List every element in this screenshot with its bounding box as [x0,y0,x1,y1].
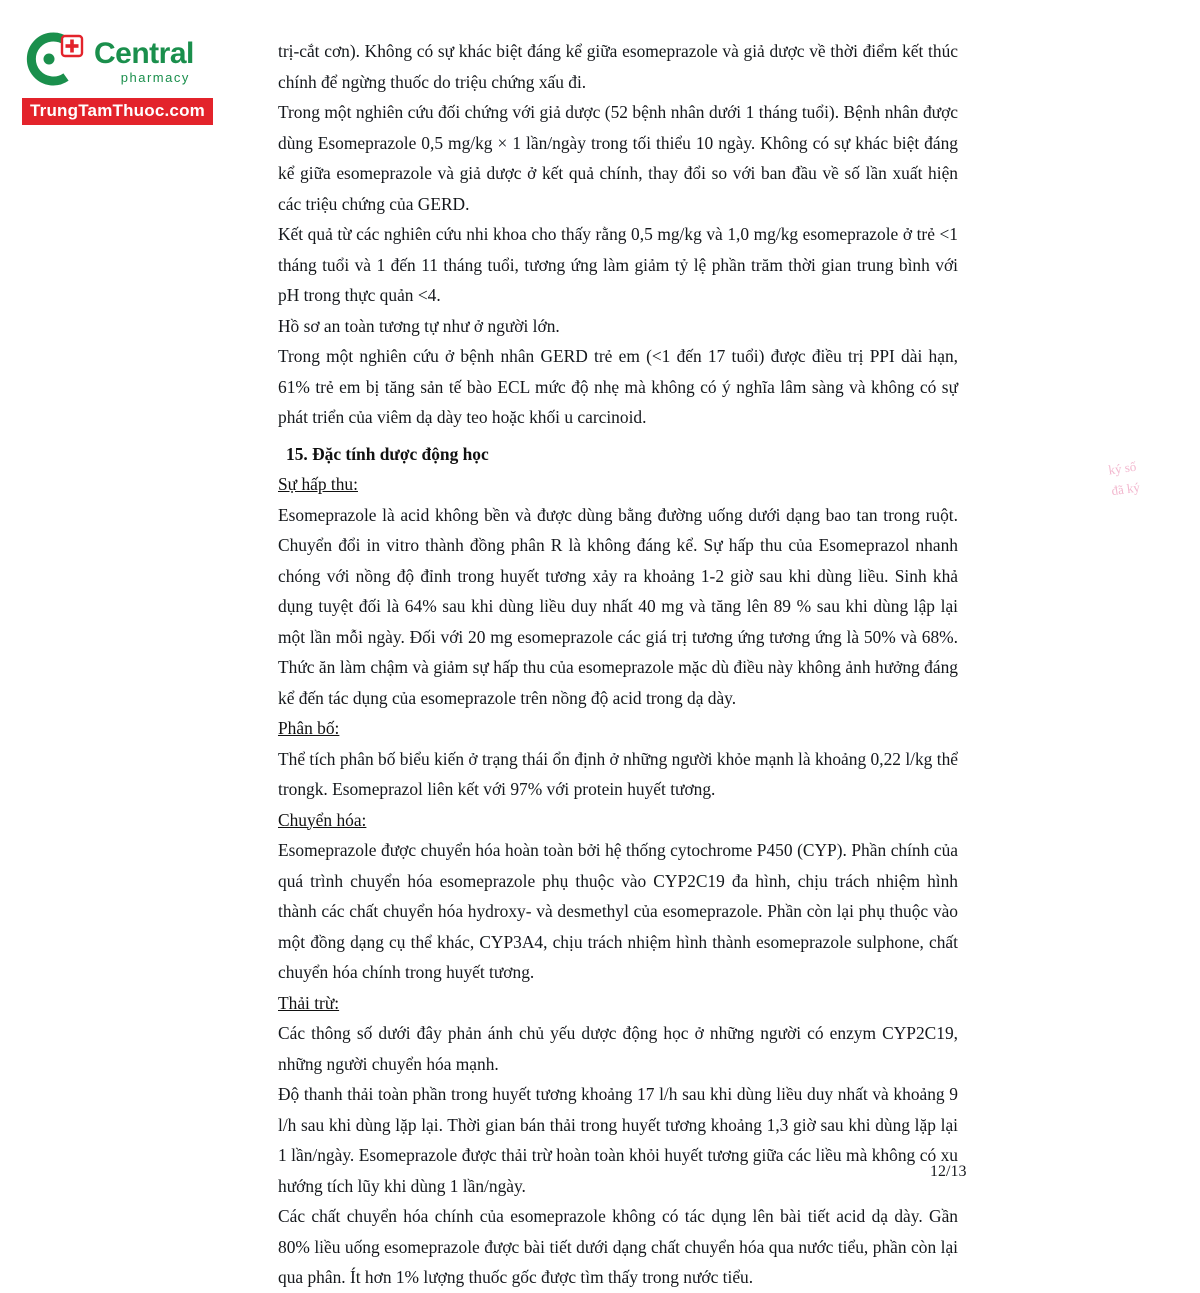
paragraph: Hồ sơ an toàn tương tự như ở người lớn. [278,315,560,336]
paragraph: Esomeprazole là acid không bền và được dùng bằng đường uống dưới dạng bao tan trong ruột. Chuyển đổi in vitro thành đồng phân R là không đáng kể. Sự hấp thu của Esomeprazol nhanh chóng với nồng độ đỉnh trong huyết tương xảy ra khoảng 1-2 giờ sau khi dùng liều. Sinh khả dụng tuyệt đối là 64% sau khi dùng liều duy nhất 40 mg và tăng lên 89 % sau khi dùng lập lại một lần mỗi ngày. Đối với 20 mg esomeprazole các giá trị tương ứng tương ứng là 50% và 68%. Thức ăn làm chậm và giảm sự hấp thu của esomeprazole mặc dù điều này không ảnh hưởng đáng kể đến tác dụng của esomeprazole trên nồng độ acid trong dạ dày. [278,504,958,708]
paragraph: Độ thanh thải toàn phần trong huyết tương khoảng 17 l/h sau khi dùng liều duy nhất và khoảng 9 l/h sau khi dùng lặp lại. Thời gian bán thải trong huyết tương khoảng 1,3 giờ sau khi dùng lặp lại 1 lần/ngày. Esomeprazole được thải trừ hoàn toàn khỏi huyết tương giữa các liều mà không có xu hướng tích lũy khi dùng 1 lần/ngày. [278,1084,958,1196]
subsection-heading: Chuyển hóa: [278,809,367,830]
central-pharmacy-logo-icon [22,28,84,90]
brand-logo-row [22,28,232,90]
brand-name: Central [94,36,194,70]
paragraph: Thể tích phân bố biểu kiến ở trạng thái ổn định ở những người khỏe mạnh là khoảng 0,22 l/kg thể trongk. Esomeprazol liên kết với 97% với protein huyết tương. [278,748,958,799]
stamp-line-2: đã ký [1110,479,1141,499]
paragraph: Esomeprazole được chuyển hóa hoàn toàn bởi hệ thống cytochrome P450 (CYP). Phần chính của quá trình chuyển hóa esomeprazole phụ thuộc vào CYP2C19 đa hình, chịu trách nhiệm hình thành các chất chuyển hóa hydroxy- và desmethyl của esomeprazole. Phần còn lại phụ thuộc vào một đồng dạng cụ thể khác, CYP3A4, chịu trách nhiệm hình thành esomeprazole sulphone, chất chuyển hóa chính trong huyết tương. [278,840,958,982]
subsection-heading: Thải trừ: [278,992,340,1013]
paragraph: Trong một nghiên cứu đối chứng với giả dược (52 bệnh nhân dưới 1 tháng tuổi). Bệnh nhân được dùng Esomeprazole 0,5 mg/kg × 1 lần/ngày trong tối thiểu 10 ngày. Không có sự khác biệt đáng kể giữa esomeprazole và giả dược ở kết quả chính, thay đổi so với ban đầu về số lần xuất hiện các triệu chứng của GERD. [278,102,958,214]
brand-watermark [22,28,232,125]
section-heading: 15. Đặc tính dược động học [286,443,489,464]
paragraph: trị-cắt cơn). Không có sự khác biệt đáng kể giữa esomeprazole và giả dược về thời điểm kết thúc chính để ngừng thuốc do triệu chứng xấu đi. [278,41,958,92]
brand-text [94,35,194,84]
paragraph: Các thông số dưới đây phản ánh chủ yếu dược động học ở những người có enzym CYP2C19, những người chuyển hóa mạnh. [278,1023,958,1074]
brand-banner: TrungTamThuoc.com [22,98,213,125]
pink-stamp-mark [1107,451,1199,619]
document-page [278,36,958,1293]
paragraph: Các chất chuyển hóa chính của esomeprazole không có tác dụng lên bài tiết acid dạ dày. Gần 80% liều uống esomeprazole được bài tiết dưới dạng chất chuyển hóa qua nước tiểu, phần còn lại qua phân. Ít hơn 1% lượng thuốc gốc được tìm thấy trong nước tiểu. [278,1206,958,1287]
subsection-heading: Sự hấp thu: [278,474,358,494]
paragraph: Trong một nghiên cứu ở bệnh nhân GERD trẻ em (<1 đến 17 tuổi) được điều trị PPI dài hạn, 61% trẻ em bị tăng sản tế bào ECL mức độ nhẹ mà không có ý nghĩa lâm sàng và không có sự phát triển của viêm dạ dày teo hoặc khối u carcinoid. [278,346,958,427]
subsection-heading: Phân bố: [278,718,340,738]
stamp-line-1: ký số [1107,458,1138,478]
page-number: 12/13 [930,1163,967,1180]
paragraph: Kết quả từ các nghiên cứu nhi khoa cho thấy rằng 0,5 mg/kg và 1,0 mg/kg esomeprazole ở trẻ <1 tháng tuổi và 1 đến 11 tháng tuổi, tương ứng làm giảm tỷ lệ phần trăm thời gian trung bình với pH trong thực quản <4. [278,224,958,305]
brand-tagline: pharmacy [120,69,190,85]
